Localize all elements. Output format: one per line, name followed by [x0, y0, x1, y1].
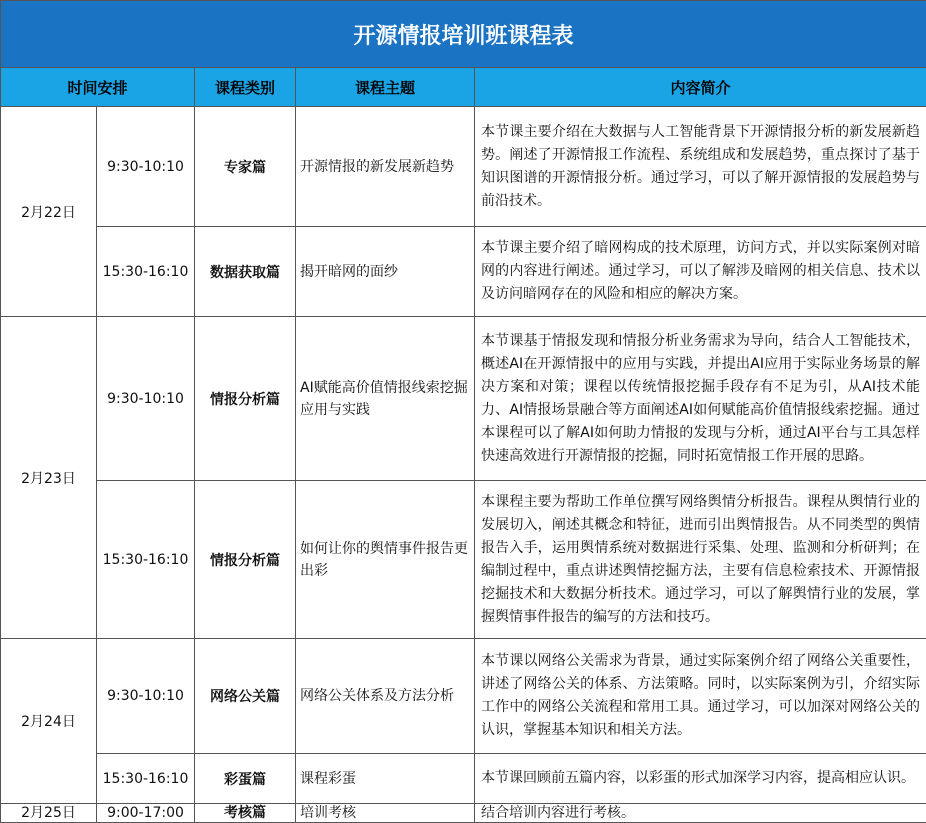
date-cell: 2月23日: [1, 317, 97, 639]
category-cell: 情报分析篇: [195, 317, 296, 481]
intro-cell: 本节课主要介绍了暗网构成的技术原理，访问方式，并以实际案例对暗网的内容进行阐述。通过学习，可以了解涉及暗网的相关信息、技术以及访问暗网存在的风险和相应的解决方案。: [475, 227, 926, 317]
header-intro: 内容简介: [475, 68, 926, 107]
date-cell: 2月24日: [1, 639, 97, 804]
time-cell: 9:00-17:00: [97, 804, 195, 823]
intro-cell: 本课程主要为帮助工作单位撰写网络舆情分析报告。课程从舆情行业的发展切入，阐述其概念和特征，进而引出舆情报告。从不同类型的舆情报告入手，运用舆情系统对数据进行采集、处理、监测和分析研判；在编制过程中，重点讲述舆情挖掘方法，主要有信息检索技术、开源情报挖掘技术和大数据分析技术。通过学习，可以了解舆情行业的发展，掌握舆情事件报告的编写的方法和技巧。: [475, 481, 926, 639]
table-row: [1, 227, 926, 317]
date-cell: 2月25日: [1, 804, 97, 823]
time-cell: 15:30-16:10: [97, 754, 195, 804]
category-cell: 数据获取篇: [195, 227, 296, 317]
topic-cell: AI赋能高价值情报线索挖掘应用与实践: [296, 317, 475, 481]
time-cell: 9:30-10:10: [97, 317, 195, 481]
intro-cell: 本节课以网络公关需求为背景，通过实际案例介绍了网络公关重要性，讲述了网络公关的体系、方法策略。同时，以实际案例为引，介绍实际工作中的网络公关流程和常用工具。通过学习，可以加深对网络公关的认识，掌握基本知识和相关方法。: [475, 639, 926, 754]
header-topic: 课程主题: [296, 68, 475, 107]
table-row: [1, 317, 926, 481]
category-cell: 情报分析篇: [195, 481, 296, 639]
time-cell: 9:30-10:10: [97, 107, 195, 227]
table-row: [1, 639, 926, 754]
table-row: [1, 481, 926, 639]
page-title: 开源情报培训班课程表: [1, 1, 926, 68]
table-row: [1, 107, 926, 227]
category-cell: 网络公关篇: [195, 639, 296, 754]
topic-cell: 开源情报的新发展新趋势: [296, 107, 475, 227]
topic-cell: 揭开暗网的面纱: [296, 227, 475, 317]
table-row: [1, 754, 926, 804]
date-cell: 2月22日: [1, 107, 97, 317]
topic-cell: 如何让你的舆情事件报告更出彩: [296, 481, 475, 639]
time-cell: 9:30-10:10: [97, 639, 195, 754]
category-cell: 彩蛋篇: [195, 754, 296, 804]
topic-cell: 培训考核: [296, 804, 475, 823]
topic-cell: 课程彩蛋: [296, 754, 475, 804]
intro-cell: 本节课主要介绍在大数据与人工智能背景下开源情报分析的新发展新趋势。阐述了开源情报工作流程、系统组成和发展趋势，重点探讨了基于知识图谱的开源情报分析。通过学习，可以了解开源情报的发展趋势与前沿技术。: [475, 107, 926, 227]
topic-cell: 网络公关体系及方法分析: [296, 639, 475, 754]
category-cell: 考核篇: [195, 804, 296, 823]
intro-cell: 本节课回顾前五篇内容，以彩蛋的形式加深学习内容，提高相应认识。: [475, 754, 926, 804]
intro-cell: 本节课基于情报发现和情报分析业务需求为导向，结合人工智能技术，概述AI在开源情报中的应用与实践，并提出AI应用于实际业务场景的解决方案和对策；课程以传统情报挖掘手段存有不足为引，从AI技术能力、AI情报场景融合等方面阐述AI如何赋能高价值情报线索挖掘。通过本课程可以了解AI如何助力情报的发现与分析，通过AI平台与工具怎样快速高效进行开源情报的挖掘，同时拓宽情报工作开展的思路。: [475, 317, 926, 481]
category-cell: 专家篇: [195, 107, 296, 227]
header-category: 课程类别: [195, 68, 296, 107]
intro-cell: 结合培训内容进行考核。: [475, 804, 926, 823]
header-schedule: 时间安排: [1, 68, 195, 107]
time-cell: 15:30-16:10: [97, 227, 195, 317]
time-cell: 15:30-16:10: [97, 481, 195, 639]
